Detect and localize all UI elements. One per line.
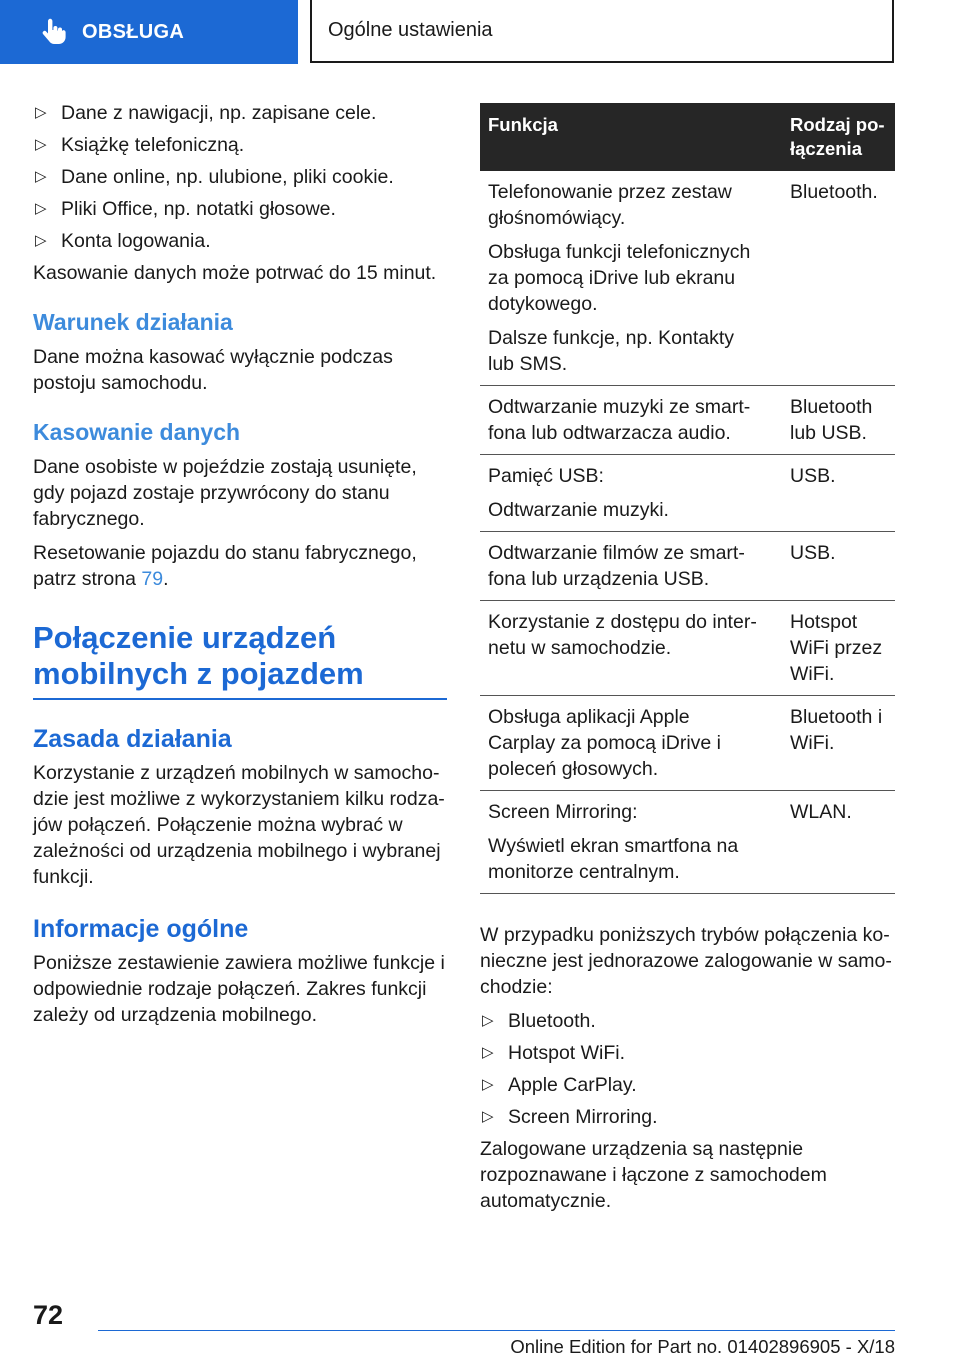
delete-text: Dane osobiste w pojeździe zostają usunięte, gdy pojazd zostaje przywrócony do stanu fabrycznego.	[33, 456, 417, 530]
data-bullet-list	[33, 100, 447, 254]
table-row: Telefonowanie przez zestaw głośnomówiący. Obsługa funkcji telefonicznych za pomocą iDrive lub ekranu dotykowego. Dalsze funkcje, np. Kontakty lub SMS. Bluetooth.	[480, 171, 895, 386]
page-title: Ogólne ustawienia	[328, 19, 493, 41]
list-item: ▷ Konta logowania.	[35, 230, 211, 252]
function-table	[480, 103, 895, 894]
table-row: Obsługa aplikacji Apple Carplay za pomocą iDrive i poleceń głosowych. Bluetooth i WiFi.	[480, 696, 895, 791]
list-item: ▷ Książkę telefoniczną.	[35, 134, 245, 156]
page-number: 72	[33, 1300, 64, 1330]
auto-connect-text: Zalogowane urządzenia są następnie rozpoznawane i łączone z samochodem automatycznie.	[480, 1138, 827, 1212]
table-row: Pamięć USB: Odtwarzanie muzyki. USB.	[480, 455, 895, 532]
condition-text: Dane można kasować wyłącznie podczas postoju samochodu.	[33, 346, 393, 394]
list-item: ▷ Screen Mirroring.	[482, 1106, 658, 1128]
page-link[interactable]: 79	[141, 568, 164, 590]
list-item: ▷ Apple CarPlay.	[482, 1074, 637, 1096]
col-header-function: Funkcja	[480, 103, 770, 171]
main-heading: Połączenie urządzeń mobilnych z pojazdem	[33, 620, 447, 700]
triangle-bullet-icon: ▷	[482, 1076, 494, 1093]
reset-text: Resetowanie pojazdu do stanu fabrycznego, patrz strona 79.	[33, 542, 417, 590]
list-item: ▷ Dane z nawigacji, np. zapisane cele.	[35, 102, 377, 124]
footer-divider	[98, 1330, 895, 1331]
triangle-bullet-icon: ▷	[482, 1108, 494, 1125]
edition-text: Online Edition for Part no. 01402896905 - X/18	[510, 1336, 895, 1357]
triangle-bullet-icon: ▷	[35, 232, 47, 249]
section-label: OBSŁUGA	[82, 20, 185, 43]
table-row: Screen Mirroring: Wyświetl ekran smartfona na monitorze centralnym. WLAN.	[480, 791, 895, 894]
triangle-bullet-icon: ▷	[35, 168, 47, 185]
table-row: Korzystanie z dostępu do internetu w samochodzie. Hotspot WiFi przez WiFi.	[480, 601, 895, 696]
triangle-bullet-icon: ▷	[35, 200, 47, 217]
delete-time-text: Kasowanie danych może potrwać do 15 minut.	[33, 262, 437, 284]
general-heading: Informacje ogólne	[33, 915, 249, 943]
col-header-connection: Rodzaj połączenia	[770, 103, 895, 171]
list-item: ▷ Pliki Office, np. notatki głosowe.	[35, 198, 336, 220]
login-text: W przypadku poniższych trybów połączenia konieczne jest jednorazowe zalogowanie w samochodzie:	[480, 924, 892, 998]
principle-text: Korzystanie z urządzeń mobilnych w samochodzie jest możliwe z wykorzystaniem kilku rodzajów połączeń. Połączenie można wybrać w zależności od urządzenia mobilnego i wybranej funkcji.	[33, 762, 445, 888]
list-item: ▷ Bluetooth.	[482, 1010, 596, 1032]
general-text: Poniższe zestawienie zawiera możliwe funkcje i odpowiednie rodzaje połączeń. Zakres funkcji zależy od urządzenia mobilnego.	[33, 952, 445, 1026]
section-tab[interactable]	[0, 0, 298, 64]
condition-heading: Warunek działania	[33, 309, 233, 335]
right-column	[480, 103, 895, 1222]
table-row: Odtwarzanie filmów ze smartfona lub urządzenia USB. USB.	[480, 532, 895, 601]
hand-pointer-icon	[38, 17, 68, 47]
triangle-bullet-icon: ▷	[482, 1012, 494, 1029]
page-title-frame	[310, 0, 894, 63]
table-row: Odtwarzanie muzyki ze smartfona lub odtwarzacza audio. Bluetooth lub USB.	[480, 386, 895, 455]
list-item: ▷ Hotspot WiFi.	[482, 1042, 626, 1064]
triangle-bullet-icon: ▷	[482, 1044, 494, 1061]
modes-bullet-list	[480, 1008, 895, 1130]
left-column	[33, 100, 447, 1036]
list-item: ▷ Dane online, np. ulubione, pliki cookie.	[35, 166, 394, 188]
table-header-row	[480, 103, 895, 171]
principle-heading: Zasada działania	[33, 725, 232, 753]
triangle-bullet-icon: ▷	[35, 104, 47, 121]
delete-heading: Kasowanie danych	[33, 419, 241, 445]
triangle-bullet-icon: ▷	[35, 136, 47, 153]
